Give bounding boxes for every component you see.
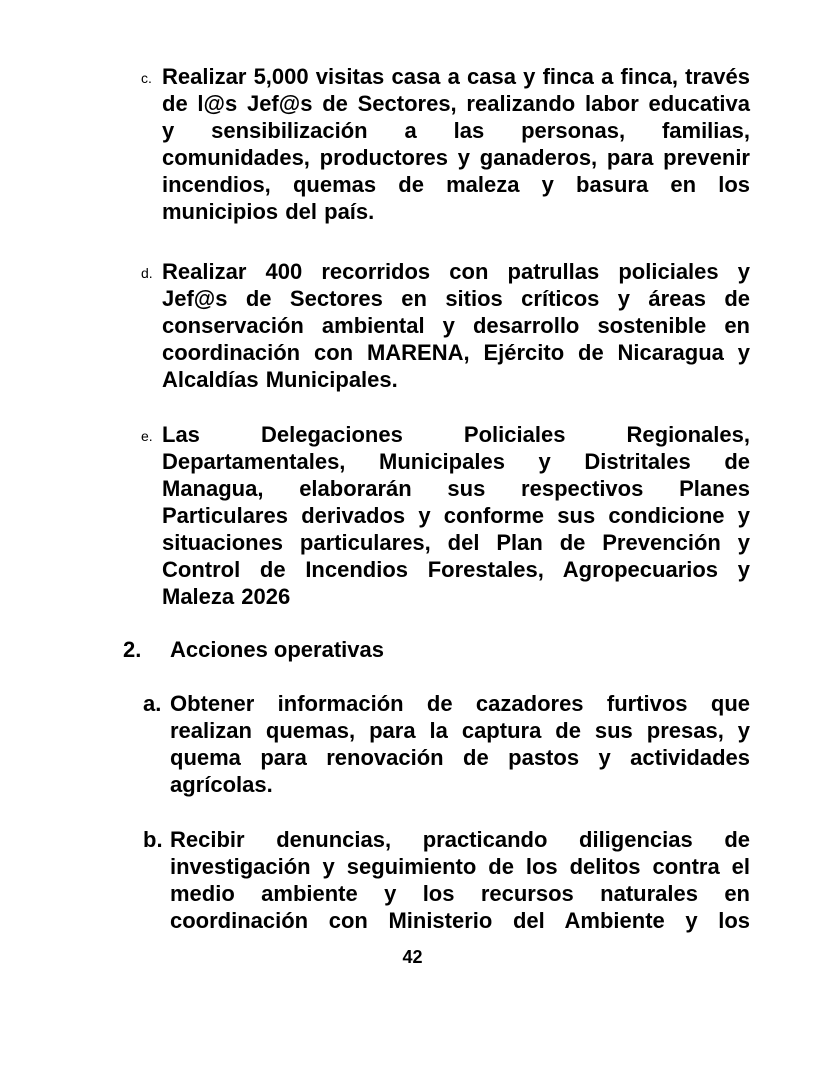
list-item-b <box>143 826 750 934</box>
list-marker-b: b. <box>143 827 163 852</box>
section-heading <box>123 636 750 663</box>
list-item-a <box>143 690 750 798</box>
page-number: 42 <box>402 947 423 967</box>
list-marker-c: c. <box>141 70 152 86</box>
list-marker-e: e. <box>141 428 153 444</box>
list-marker-d: d. <box>141 265 153 281</box>
list-item-b-text: Recibir denuncias, practicando diligencias de investigación y seguimiento de los delitos contra el medio ambiente y los recursos naturales en coordinación con Ministerio del Ambiente y los <box>170 827 750 933</box>
list-item-a-text: Obtener información de cazadores furtivos que realizan quemas, para la captura de sus presas, y quema para renovación de pastos y actividades agrícolas. <box>170 691 750 797</box>
list-item-c <box>141 63 750 225</box>
section-title: Acciones operativas <box>170 637 384 662</box>
list-item-e-text: Las Delegaciones Policiales Regionales, Departamentales, Municipales y Distritales de Managua, elaborarán sus respectivos Planes Particulares derivados y conforme sus condicione y situaciones particulares, del Plan de Prevención y Control de Incendios Forestales, Agropecuarios y Maleza 2026 <box>162 422 750 609</box>
list-item-d-text: Realizar 400 recorridos con patrullas policiales y Jef@s de Sectores en sitios críticos y áreas de conservación ambiental y desarrollo sostenible en coordinación con MARENA, Ejército de Nicaragua y Alcaldías Municipales. <box>162 259 750 392</box>
list-item-e <box>141 421 750 610</box>
list-marker-a: a. <box>143 691 162 716</box>
list-item-d <box>141 258 750 393</box>
list-item-c-text: Realizar 5,000 visitas casa a casa y finca a finca, través de l@s Jef@s de Sectores, realizando labor educativa y sensibilización a las personas, familias, comunidades, productores y ganaderos, para prevenir incendios, quemas de maleza y basura en los municipios del país. <box>162 64 750 224</box>
section-number: 2. <box>123 637 142 662</box>
